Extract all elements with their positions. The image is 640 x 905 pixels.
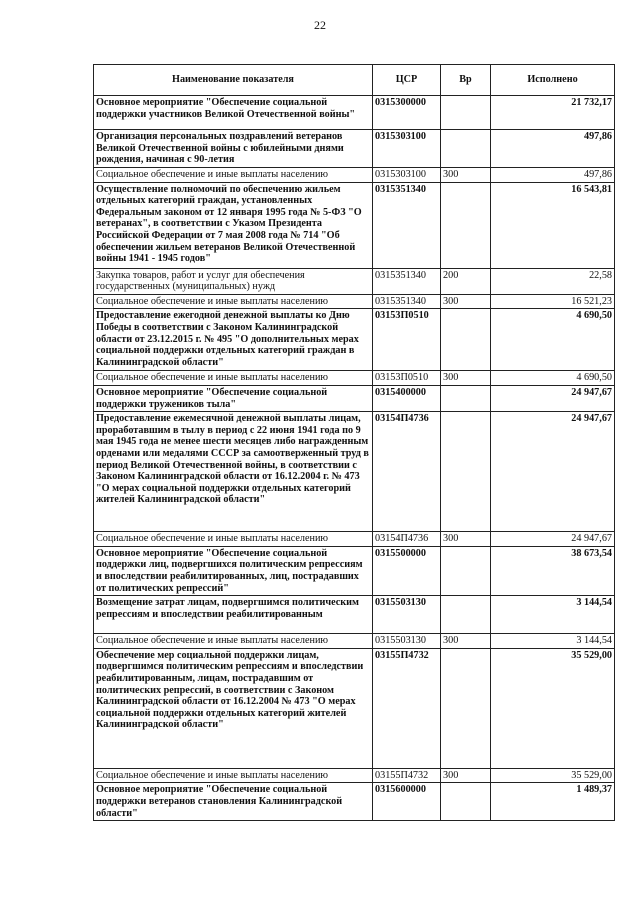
row-name-cell: Обеспечение мер социальной поддержки лицам, подвергшимся политическим репрессиям и впоследствии реабилитированным, лицам, пострадавшим от политических репрессий, в соответствии с Законом Калининградской области от 16.12.2004 № 473 "О мерах социальной поддержки отдельных категорий жителей Калининградской области" [94,648,373,768]
row-csr-cell: 03154П4736 [373,532,441,547]
table-row [94,309,615,371]
row-vr-cell [441,596,491,634]
table-row [94,268,615,294]
table-row [94,532,615,547]
row-csr-cell: 0315351340 [373,268,441,294]
row-csr-cell: 03154П4736 [373,412,441,532]
row-amount-cell: 38 673,54 [491,546,615,595]
row-name-cell: Социальное обеспечение и иные выплаты населению [94,532,373,547]
row-amount-cell: 21 732,17 [491,96,615,130]
row-vr-cell [441,182,491,268]
row-vr-cell: 300 [441,768,491,783]
row-amount-cell: 16 543,81 [491,182,615,268]
row-amount-cell: 24 947,67 [491,532,615,547]
row-csr-cell: 0315300000 [373,96,441,130]
row-name-cell: Закупка товаров, работ и услуг для обеспечения государственных (муниципальных) нужд [94,268,373,294]
row-vr-cell: 200 [441,268,491,294]
row-amount-cell: 24 947,67 [491,385,615,411]
header-vr: Вр [441,65,491,96]
budget-table [93,64,615,821]
table-row [94,634,615,649]
row-name-cell: Основное мероприятие "Обеспечение социальной поддержки ветеранов становления Калининградской области" [94,783,373,821]
row-name-cell: Осуществление полномочий по обеспечению жильем отдельных категорий граждан, установленных Федеральным законом от 12 января 1995 года № 5-ФЗ "О ветеранах", в соответствии с Указом Президента Российской Федерации от 7 мая 2008 года № 714 "Об обеспечении жильем ветеранов Великой Отечественной войны 1941 - 1945 годов" [94,182,373,268]
table-row [94,371,615,386]
page-number: 22 [314,18,326,32]
row-amount-cell: 16 521,23 [491,294,615,309]
table-row [94,182,615,268]
row-vr-cell [441,130,491,168]
row-csr-cell: 0315303100 [373,130,441,168]
row-name-cell: Социальное обеспечение и иные выплаты населению [94,371,373,386]
row-csr-cell: 03153П0510 [373,309,441,371]
row-csr-cell: 0315500000 [373,546,441,595]
header-indicator-name: Наименование показателя [94,65,373,96]
row-name-cell: Предоставление ежегодной денежной выплаты ко Дню Победы в соответствии с Законом Калининградской области от 23.12.2015 г. № 495 "О дополнительных мерах социальной поддержки отдельных категорий граждан в Калининградской области" [94,309,373,371]
row-csr-cell: 0315600000 [373,783,441,821]
row-amount-cell: 1 489,37 [491,783,615,821]
row-vr-cell [441,546,491,595]
row-csr-cell: 03155П4732 [373,648,441,768]
row-vr-cell: 300 [441,168,491,183]
row-amount-cell: 35 529,00 [491,768,615,783]
row-vr-cell [441,648,491,768]
row-csr-cell: 03153П0510 [373,371,441,386]
row-amount-cell: 22,58 [491,268,615,294]
row-name-cell: Социальное обеспечение и иные выплаты населению [94,294,373,309]
row-name-cell: Возмещение затрат лицам, подвергшимся политическим репрессиям и впоследствии реабилитированным [94,596,373,634]
table-row [94,385,615,411]
row-vr-cell [441,309,491,371]
row-vr-cell [441,783,491,821]
table-row [94,783,615,821]
row-vr-cell: 300 [441,634,491,649]
row-vr-cell [441,385,491,411]
table-row [94,596,615,634]
row-amount-cell: 497,86 [491,168,615,183]
row-name-cell: Основное мероприятие "Обеспечение социальной поддержки участников Великой Отечественной войны" [94,96,373,130]
row-vr-cell: 300 [441,371,491,386]
row-name-cell: Организация персональных поздравлений ветеранов Великой Отечественной войны с юбилейными днями рождения, начиная с 90-летия [94,130,373,168]
row-csr-cell: 0315503130 [373,596,441,634]
row-amount-cell: 4 690,50 [491,309,615,371]
row-amount-cell: 3 144,54 [491,634,615,649]
row-vr-cell: 300 [441,532,491,547]
row-amount-cell: 497,86 [491,130,615,168]
table-body [94,96,615,821]
table-row [94,648,615,768]
row-csr-cell: 0315303100 [373,168,441,183]
row-csr-cell: 0315503130 [373,634,441,649]
table-row [94,412,615,532]
row-vr-cell [441,96,491,130]
row-name-cell: Предоставление ежемесячной денежной выплаты лицам, проработавшим в тылу в период с 22 июня 1941 года по 9 мая 1945 года не менее шести месяцев либо награжденным орденами или медалями СССР за самоотверженный труд в период Великой Отечественной войны, в соответствии с Законом Калининградской области от 16.12.2004 г. № 473 "О мерах социальной поддержки отдельных категорий жителей Калининградской области" [94,412,373,532]
table-row [94,546,615,595]
row-name-cell: Социальное обеспечение и иные выплаты населению [94,168,373,183]
row-name-cell: Социальное обеспечение и иные выплаты населению [94,768,373,783]
table-row [94,130,615,168]
row-name-cell: Основное мероприятие "Обеспечение социальной поддержки тружеников тыла" [94,385,373,411]
header-csr: ЦСР [373,65,441,96]
row-csr-cell: 03155П4732 [373,768,441,783]
table-row [94,768,615,783]
row-csr-cell: 0315351340 [373,294,441,309]
table-row [94,294,615,309]
row-csr-cell: 0315400000 [373,385,441,411]
row-amount-cell: 24 947,67 [491,412,615,532]
row-name-cell: Основное мероприятие "Обеспечение социальной поддержки лиц, подвергшихся политическим репрессиям и впоследствии реабилитированных, лиц, пострадавших от политических репрессий" [94,546,373,595]
row-vr-cell: 300 [441,294,491,309]
table-row [94,96,615,130]
row-amount-cell: 35 529,00 [491,648,615,768]
table-row [94,168,615,183]
row-vr-cell [441,412,491,532]
table-header-row [94,65,615,96]
row-amount-cell: 3 144,54 [491,596,615,634]
row-name-cell: Социальное обеспечение и иные выплаты населению [94,634,373,649]
row-amount-cell: 4 690,50 [491,371,615,386]
header-executed: Исполнено [491,65,615,96]
row-csr-cell: 0315351340 [373,182,441,268]
